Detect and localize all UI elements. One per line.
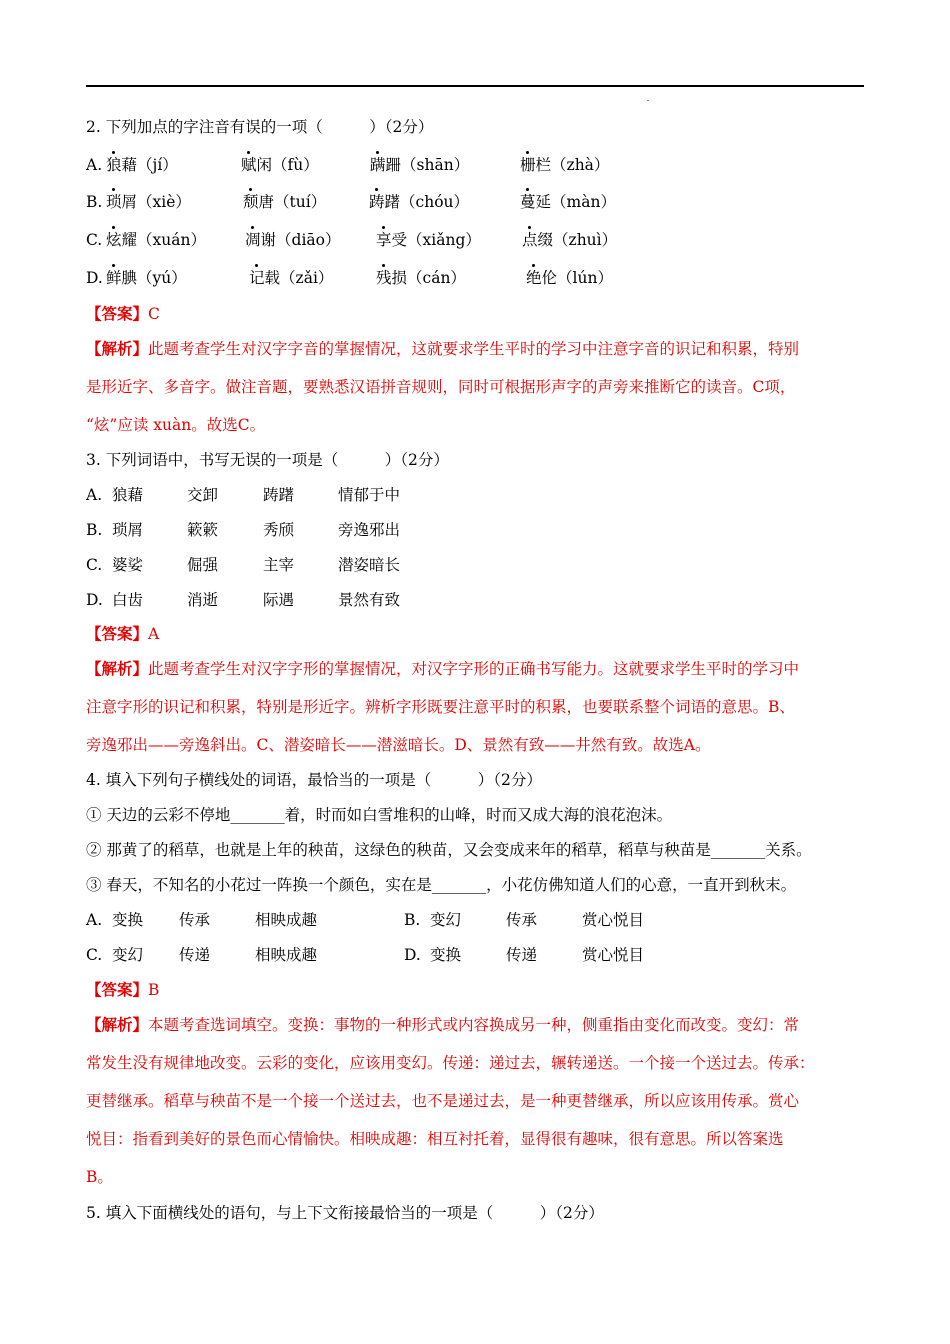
option-label: C. [86, 231, 103, 249]
option-word: 潜姿暗长 [338, 556, 401, 574]
analysis-text: 此题考查学生对汉字字形的掌握情况，对汉字字形的正确书写能力。这就要求学生平时的学习中 [148, 660, 800, 678]
q4-sentence-3: ③ 春天，不知名的小花过一阵换一个颜色，实在是_______，小花仿佛知道人们的心意，一直开到秋末。 [86, 876, 797, 894]
dotted-char: 蹒 [370, 156, 386, 174]
pinyin: （cán） [407, 269, 466, 287]
dotted-char: 琐 [106, 193, 122, 211]
option-item [370, 155, 469, 175]
q4-sentence-1: ① 天边的云彩不停地_______着，时而如白雪堆积的山峰，时而又成大海的浪花泡沫。 [86, 806, 673, 824]
header-dot [647, 100, 649, 101]
dotted-char: 赋 [241, 156, 257, 174]
option-word: 婆娑 [112, 556, 144, 574]
option-word: 传递 [179, 946, 211, 964]
option-word: 际遇 [263, 591, 295, 609]
dotted-char: 炫 [106, 231, 122, 249]
q2-analysis-1 [86, 339, 799, 359]
option-word: 变幻 [112, 946, 144, 964]
option-word: 情郁于中 [338, 486, 401, 504]
plain-char: 延 [535, 193, 552, 211]
pinyin: （zhuì） [553, 231, 618, 249]
dotted-char: 残 [376, 269, 392, 287]
dotted-char: 栅 [520, 156, 536, 174]
q4-analysis-3: 更替继承。稻草与秧苗不是一个接一个送过去，也不是递过去，是一种更替继承，所以应该用传承。赏心 [86, 1092, 800, 1110]
dotted-char: 享 [376, 231, 392, 249]
pinyin: （shān） [401, 156, 470, 174]
option-label: C. [86, 556, 103, 574]
pinyin: （diāo） [276, 231, 341, 249]
q4-stem: 4. 填入下列句子横线处的词语，最恰当的一项是（ ）（2分） [86, 771, 542, 789]
option-word: 琐屑 [112, 521, 144, 539]
dotted-char: 凋 [245, 231, 261, 249]
q4-analysis-2: 常发生没有规律地改变。云彩的变化，应该用变幻。传递：递过去，辗转递送。一个接一个送过去。传承： [86, 1054, 815, 1072]
pinyin: （xiǎng） [407, 231, 481, 249]
option-word: 狼藉 [112, 486, 144, 504]
q3-answer [86, 624, 159, 644]
pinyin: （yú） [137, 269, 187, 287]
option-word: 主宰 [263, 556, 295, 574]
pinyin: （tuí） [274, 193, 327, 211]
option-label: D. [404, 946, 421, 964]
option-item [522, 230, 617, 250]
option-label: B. [86, 193, 103, 211]
option-word: 交卸 [187, 486, 219, 504]
q5-stem: 5. 填入下面横线处的语句，与上下文衔接最恰当的一项是（ ）（2分） [86, 1204, 604, 1222]
option-item [520, 155, 609, 175]
option-label: D. [86, 591, 103, 609]
option-item [526, 268, 613, 288]
plain-char: 谢 [260, 231, 277, 249]
option-item [376, 268, 466, 288]
option-word: 变换 [112, 911, 144, 929]
option-item [245, 230, 340, 250]
q3-analysis-3: 旁逸邪出——旁逸斜出。C、潜姿暗长——潜滋暗长。D、景然有致——井然有致。故选A。 [86, 736, 711, 754]
answer-tag: 【答案】 [86, 624, 149, 643]
pinyin: （jí） [137, 156, 178, 174]
option-label: A. [86, 486, 103, 504]
dotted-char: 蔓 [520, 193, 536, 211]
option-item [520, 192, 616, 212]
plain-char: 藉 [121, 156, 138, 174]
plain-char: 栏 [535, 156, 552, 174]
option-word: 传递 [506, 946, 538, 964]
pinyin: （zhà） [551, 156, 610, 174]
dotted-char: 颓 [243, 193, 259, 211]
plain-char: 唐 [258, 193, 275, 211]
q2-analysis-3: “炫”应读 xuàn。故选C。 [86, 416, 266, 434]
option-item [376, 230, 481, 250]
q2-analysis-2: 是形近字、多音字。做注音题，要熟悉汉语拼音规则，同时可根据形声字的声旁来推断它的读音。C项， [86, 378, 796, 396]
pinyin: （lún） [557, 269, 613, 287]
pinyin: （màn） [551, 193, 616, 211]
option-word: 旁逸邪出 [338, 521, 401, 539]
option-word: 赏心悦目 [582, 946, 645, 964]
answer-tag: 【答案】 [86, 980, 149, 999]
plain-char: 缀 [537, 231, 554, 249]
option-item [106, 268, 187, 288]
plain-char: 跚 [385, 156, 402, 174]
option-label: D. [86, 269, 103, 287]
q4-analysis-4: 悦目：指看到美好的景色而心情愉快。相映成趣：相互衬托着，显得很有趣味，很有意思。所以答案选 [86, 1130, 784, 1148]
answer-value: B [148, 981, 160, 999]
option-item [369, 192, 469, 212]
option-label: B. [404, 911, 421, 929]
option-item [241, 155, 319, 175]
option-item [106, 155, 178, 175]
option-label: B. [86, 521, 103, 539]
analysis-tag: 【解析】 [86, 659, 149, 678]
pinyin: （chóu） [400, 193, 470, 211]
option-word: 秀颀 [263, 521, 295, 539]
q4-analysis-1 [86, 1015, 799, 1035]
plain-char: 载 [264, 269, 281, 287]
option-word: 倔强 [187, 556, 219, 574]
plain-char: 伦 [541, 269, 558, 287]
plain-char: 耀 [121, 231, 138, 249]
answer-tag: 【答案】 [86, 304, 149, 323]
option-item [249, 268, 333, 288]
pinyin: （xuán） [137, 231, 206, 249]
answer-value: A [148, 625, 160, 643]
q4-sentence-2: ② 那黄了的稻草，也就是上年的秧苗，这绿色的秧苗，又会变成来年的稻草，稻草与秧苗是_______关系。 [86, 841, 812, 859]
q4-analysis-5: B。 [86, 1168, 113, 1186]
option-item [106, 230, 206, 250]
dotted-char: 踌 [369, 193, 385, 211]
plain-char: 闲 [256, 156, 273, 174]
q3-stem: 3. 下列词语中，书写无误的一项是（ ）（2分） [86, 451, 449, 469]
dotted-char: 狼 [106, 156, 122, 174]
q4-answer [86, 980, 159, 1000]
q2-answer [86, 304, 160, 324]
plain-char: 受 [391, 231, 408, 249]
option-word: 变换 [430, 946, 462, 964]
answer-value: C [148, 305, 160, 323]
option-word: 白齿 [112, 591, 144, 609]
dotted-char: 鲜 [106, 269, 122, 287]
option-word: 簌簌 [187, 521, 219, 539]
analysis-text: 本题考查选词填空。变换：事物的一种形式或内容换成另一种，侧重指由变化而改变。变幻：常 [148, 1016, 800, 1034]
dotted-char: 点 [522, 231, 538, 249]
option-word: 赏心悦目 [582, 911, 645, 929]
plain-char: 躇 [384, 193, 401, 211]
option-item [243, 192, 326, 212]
option-word: 传承 [179, 911, 211, 929]
option-word: 变幻 [430, 911, 462, 929]
option-word: 相映成趣 [255, 946, 318, 964]
dotted-char: 绝 [526, 269, 542, 287]
pinyin: （xiè） [137, 193, 191, 211]
q2-stem: 2. 下列加点的字注音有误的一项（ ）（2分） [86, 118, 434, 136]
dotted-char: 记 [249, 269, 265, 287]
option-word: 相映成趣 [255, 911, 318, 929]
analysis-tag: 【解析】 [86, 339, 149, 358]
q3-analysis-2: 注意字形的识记和积累，特别是形近字。辨析字形既要注意平时的积累，也要联系整个词语的意思。B、 [86, 698, 795, 716]
q3-analysis-1 [86, 659, 799, 679]
analysis-text: 此题考查学生对汉字字音的掌握情况，这就要求学生平时的学习中注意字音的识记和积累，特别 [148, 340, 800, 358]
pinyin: （zǎi） [280, 269, 334, 287]
plain-char: 损 [391, 269, 408, 287]
option-label: A. [86, 911, 103, 929]
option-label: C. [86, 946, 103, 964]
option-word: 景然有致 [338, 591, 401, 609]
option-item [106, 192, 191, 212]
analysis-tag: 【解析】 [86, 1015, 149, 1034]
option-word: 消逝 [187, 591, 219, 609]
option-label: A. [86, 156, 103, 174]
option-word: 传承 [506, 911, 538, 929]
plain-char: 腆 [121, 269, 138, 287]
header-rule [86, 85, 864, 87]
option-word: 踌躇 [263, 486, 295, 504]
pinyin: （fù） [272, 156, 319, 174]
plain-char: 屑 [121, 193, 138, 211]
